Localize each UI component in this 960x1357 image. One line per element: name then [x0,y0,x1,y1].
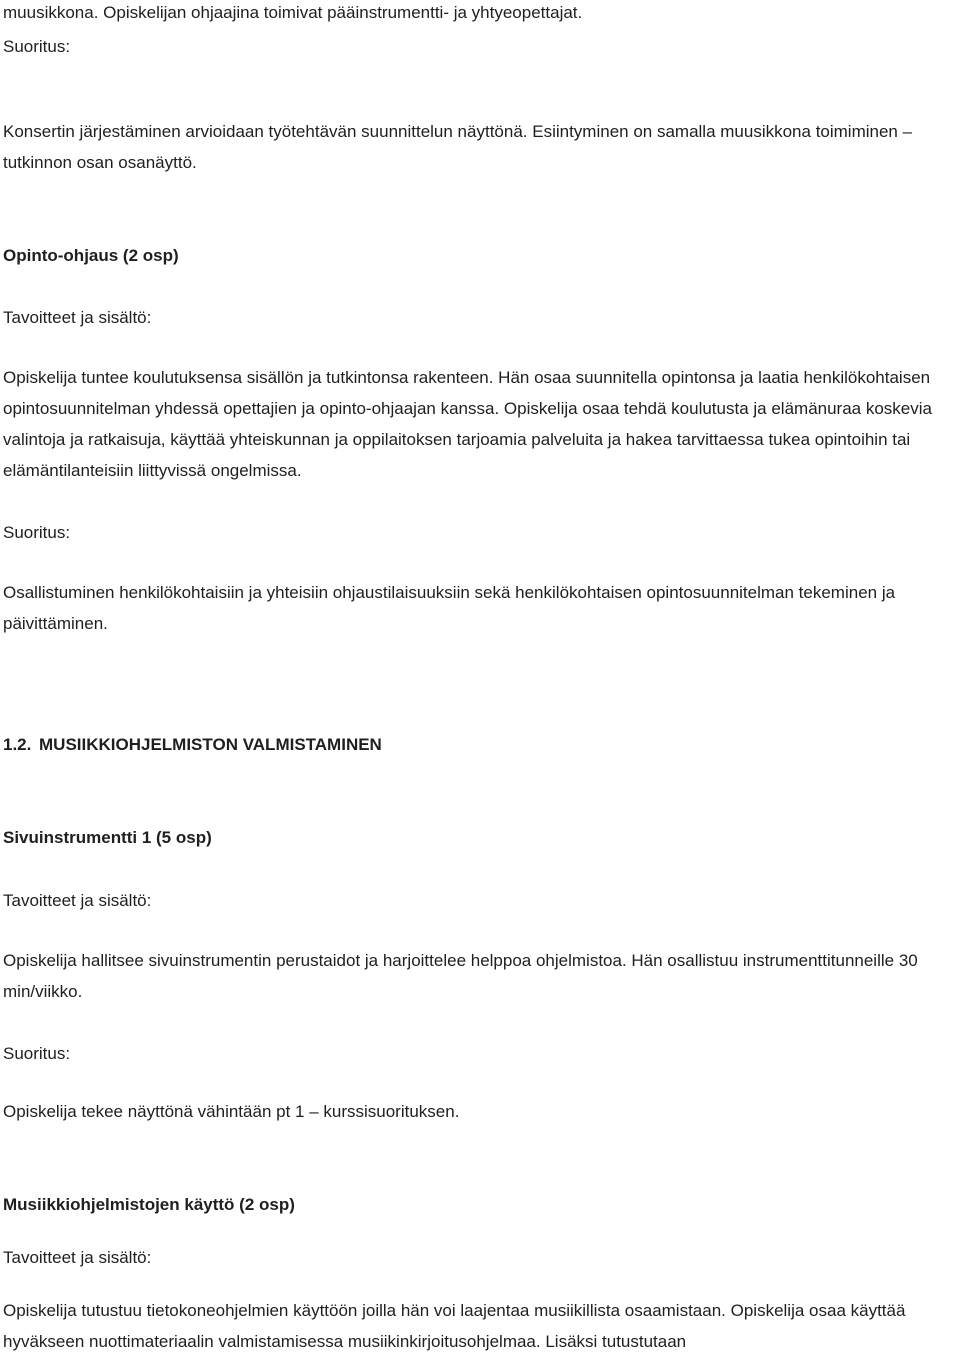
main-heading [3,734,382,756]
section-title-opinto-ohjaus: Opinto-ohjaus (2 osp) [3,246,179,265]
suoritus-text: Osallistuminen henkilökohtaisiin ja yhteisiin ohjaustilaisuuksiin sekä henkilökohtaisen opintosuunnitelman tekeminen ja päivittäminen. [3,583,896,633]
tavoitteet-label: Tavoitteet ja sisältö: [3,1248,152,1267]
tavoitteet-label: Tavoitteet ja sisältö: [3,308,152,327]
tavoitteet-text: Opiskelija tutustuu tietokoneohjelmien käyttöön joilla hän voi laajentaa musiikillista osaamistaan. Opiskelija osaa käyttää hyväkseen nuottimateriaalin valmistamisessa musiikinkirjoitusohjelmaa. Lisäksi tutustutaan [3,1301,906,1351]
suoritus-label: Suoritus: [3,523,71,542]
suoritus-text: Konsertin järjestäminen arvioidaan työtehtävän suunnittelun näyttönä. Esiintyminen on samalla muusikkona toimiminen – tutkinnon osan osanäyttö. [3,122,913,172]
suoritus-label: Suoritus: [3,37,71,56]
tavoitteet-label: Tavoitteet ja sisältö: [3,891,152,910]
tavoitteet-text: Opiskelija hallitsee sivuinstrumentin perustaidot ja harjoittelee helppoa ohjelmistoa. Hän osallistuu instrumenttitunneille 30 min/viikko. [3,951,918,1001]
suoritus-label: Suoritus: [3,1044,71,1063]
main-heading-number: 1.2. [3,735,32,754]
section-title-sivuinstrumentti: Sivuinstrumentti 1 (5 osp) [3,828,212,847]
tavoitteet-text: Opiskelija tuntee koulutuksensa sisällön ja tutkintonsa rakenteen. Hän osaa suunnitella opintonsa ja laatia henkilökohtaisen opintosuunnitelman yhdessä opettajien ja opinto-ohjaajan kanssa. Opiskelija osaa tehdä koulutusta ja elämänuraa koskevia valintoja ja ratkaisuja, käyttää yhteiskunnan ja oppilaitoksen tarjoamia palveluita ja hakea tarvittaessa tukea opintoihin tai elämäntilanteisiin liittyvissä ongelmissa. [3,368,932,480]
intro-line: muusikkona. Opiskelijan ohjaajina toimivat pääinstrumentti- ja yhtyeopettajat. [3,3,583,22]
section-title-musiikkiohjelmistot: Musiikkiohjelmistojen käyttö (2 osp) [3,1195,295,1214]
suoritus-text: Opiskelija tekee näyttönä vähintään pt 1 – kurssisuorituksen. [3,1102,460,1121]
main-heading-text: MUSIIKKIOHJELMISTON VALMISTAMINEN [39,735,382,754]
